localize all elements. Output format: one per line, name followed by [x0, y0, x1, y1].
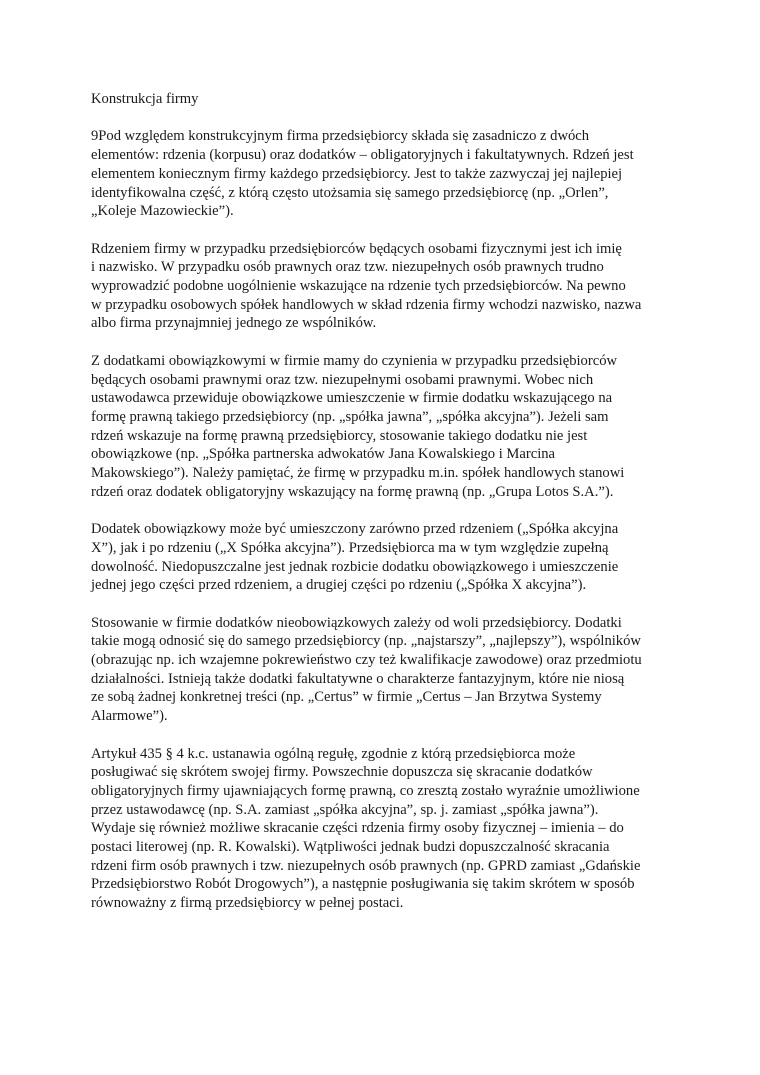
- paragraph-addition-placement: Dodatek obowiązkowy może być umieszczony zarówno przed rdzeniem („Spółka akcyjna X”), jak i po rdzeniu („X Spółka akcyjna”). Przedsiębiorca ma w tym względzie zupełną dowolność. Niedopuszczalne jest jednak rozbicie dodatku obowiązkowego i umieszczenie jednej jego części przed rdzeniem, a drugiej części po rdzeniu („Spółka X akcyjna”).: [91, 521, 619, 594]
- paragraph-mandatory-additions: Z dodatkami obowiązkowymi w firmie mamy do czynienia w przypadku przedsiębiorców będących osobami prawnymi oraz tzw. niezupełnymi osobami prawnymi. Wobec nich ustawodawca przewiduje obowiązkowe umieszczenie w firmie dodatku wskazującego na formę prawną takiego przedsiębiorcy (np. „spółka jawna”, „spółka akcyjna”). Jeżeli sam rdzeń wskazuje na formę prawną przedsiębiorcy, stosowanie takiego dodatku nie jest obowiązkowe (np. „Spółka partnerska adwokatów Jana Kowalskiego i Marcina Makowskiego”). Należy pamiętać, że firmę w przypadku m.in. spółek handlowych stanowi rdzeń oraz dodatek obligatoryjny wskazujący na formę prawną (np. „Grupa Lotos S.A.”).: [91, 352, 625, 500]
- paragraph-optional-additions: Stosowanie w firmie dodatków nieobowiązkowych zależy od woli przedsiębiorcy. Dodatki takie mogą odnosić się do samego przedsiębiorcy (np. „najstarszy”, „najlepszy”), wspólników (obrazując np. ich wzajemne pokrewieństwo czy też kwalifikacje zawodowe) oraz przedmiotu działalności. Istnieją także dodatki fakultatywne o charakterze fantazyjnym, które nie niosą ze sobą żadnej konkretnej treści (np. „Certus” w firmie „Certus – Jan Brzytwa Systemy Alarmowe”).: [91, 614, 642, 725]
- document-title: Konstrukcja firmy: [91, 91, 199, 107]
- paragraph-structure: 9Pod względem konstrukcyjnym firma przedsiębiorcy składa się zasadniczo z dwóch elementów: rdzenia (korpusu) oraz dodatków – obligatoryjnych i fakultatywnych. Rdzeń jest elementem koniecznym firmy każdego przedsiębiorcy. Jest to także zazwyczaj jej najlepiej identyfikowalna część, z którą często utożsamia się samego przedsiębiorcę (np. „Orlen”, „Koleje Mazowieckie”).: [91, 128, 634, 220]
- paragraph-abbreviations: Artykuł 435 § 4 k.c. ustanawia ogólną regułę, zgodnie z którą przedsiębiorca może posługiwać się skrótem swojej firmy. Powszechnie dopuszcza się skracanie dodatków obligatoryjnych firmy ujawniających formę prawną, co zresztą zostało wyraźnie umożliwione przez ustawodawcę (np. S.A. zamiast „spółka akcyjna”, sp. j. zamiast „spółka jawna”). Wydaje się również możliwe skracanie części rdzenia firmy osoby fizycznej – imienia – do postaci literowej (np. R. Kowalski). Wątpliwości jednak budzi dopuszczalność skracania rdzeni firm osób prawnych i tzw. niezupełnych osób prawnych (np. GPRD zamiast „Gdańskie Przedsiębiorstwo Robót Drogowych”), a następnie posługiwania się takim skrótem w sposób równoważny z firmą przedsiębiorcy w pełnej postaci.: [91, 745, 641, 912]
- paragraph-core: Rdzeniem firmy w przypadku przedsiębiorców będących osobami fizycznymi jest ich imię i nazwisko. W przypadku osób prawnych oraz tzw. niezupełnych osób prawnych trudno wyprowadzić podobne uogólnienie wskazujące na rdzenie tych przedsiębiorców. Na pewno w przypadku osobowych spółek handlowych w skład rdzenia firmy wchodzi nazwisko, nazwa albo firma przynajmniej jednego ze wspólników.: [91, 240, 642, 332]
- document-body: [91, 90, 677, 932]
